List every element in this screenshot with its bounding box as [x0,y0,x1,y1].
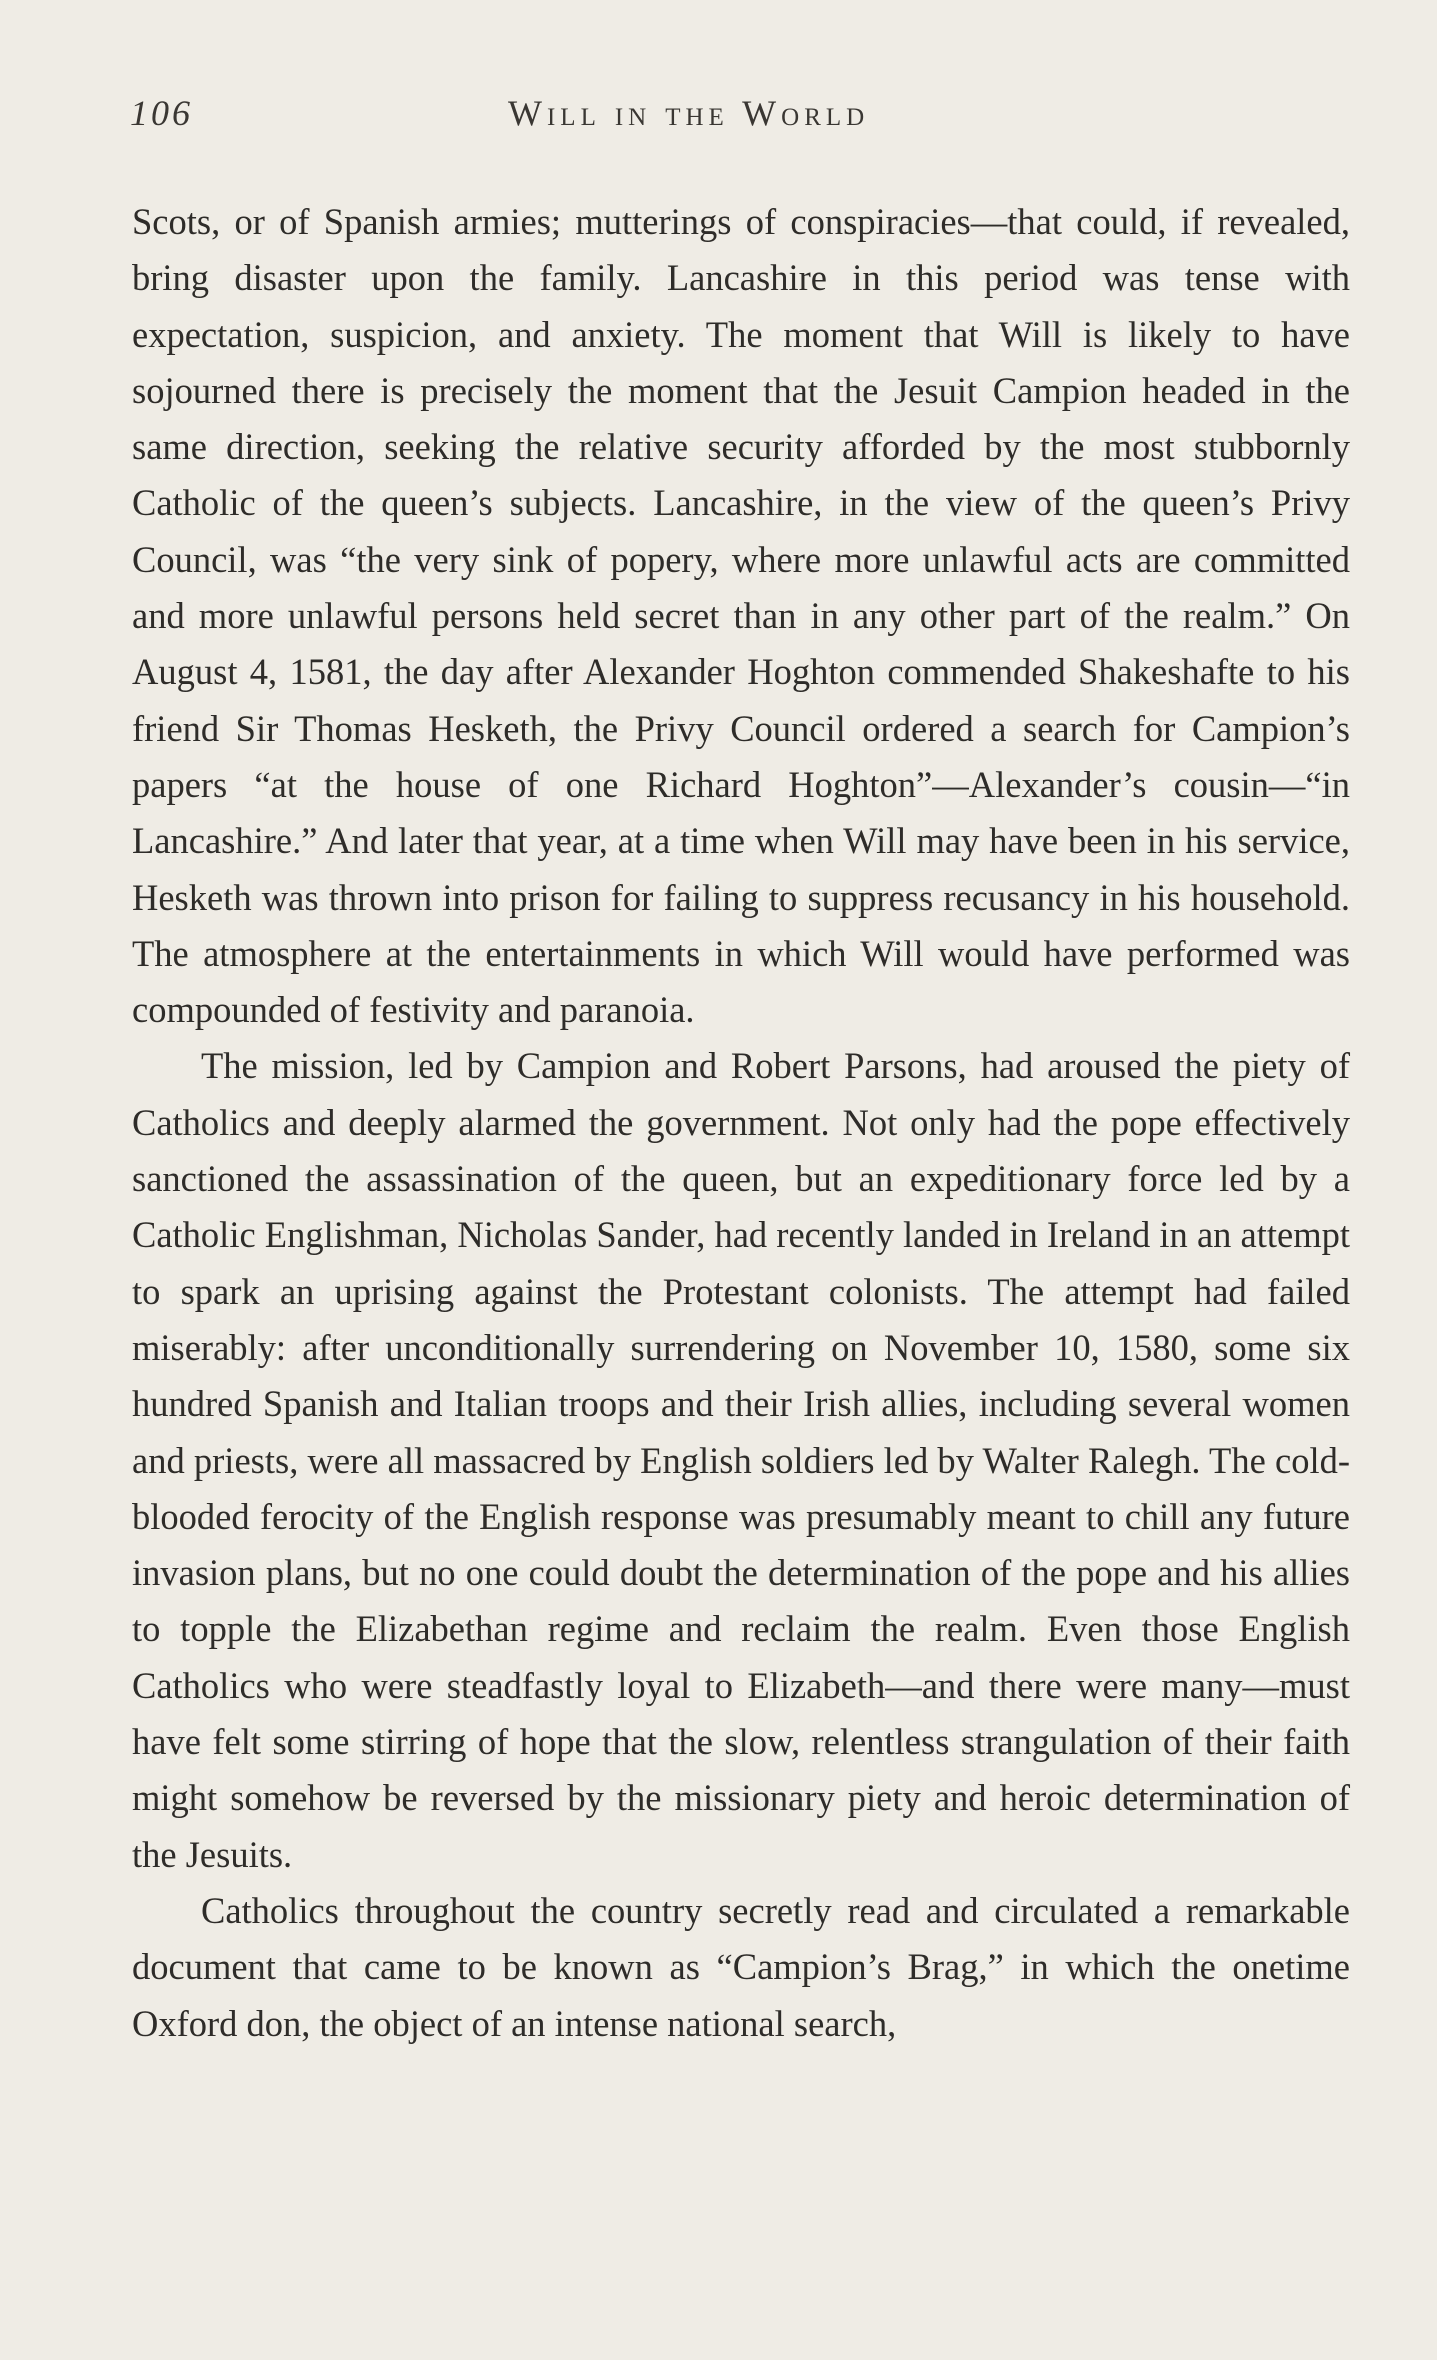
body-text [132,194,1350,2052]
page-number: 106 [130,93,193,133]
paragraph-1: Scots, or of Spanish armies; mutterings of conspiracies—that could, if revealed, bring disaster upon the family. Lancashire in this period was tense with expectation, suspicion, and anxiety. The moment that Will is likely to have sojourned there is precisely the moment that the Jesuit Campion headed in the same direction, seeking the relative security afforded by the most stubbornly Catholic of the queen’s subjects. Lancashire, in the view of the queen’s Privy Council, was “the very sink of popery, where more unlawful acts are committed and more unlawful persons held secret than in any other part of the realm.” On August 4, 1581, the day after Alexander Hoghton commended Shakeshafte to his friend Sir Thomas Hesketh, the Privy Council ordered a search for Campion’s papers “at the house of one Richard Hoghton”—Alexander’s cousin—“in Lancashire.” And later that year, at a time when Will may have been in his service, Hesketh was thrown into prison for failing to suppress recusancy in his household. The atmosphere at the entertainments in which Will would have performed was compounded of festivity and paranoia. [132,201,1350,1031]
paragraph-2: The mission, led by Campion and Robert Parsons, had aroused the piety of Catholics and deeply alarmed the government. Not only had the pope effectively sanctioned the assassination of the queen, but an expeditionary force led by a Catholic Englishman, Nicholas Sander, had recently landed in Ireland in an attempt to spark an uprising against the Protestant colonists. The attempt had failed miserably: after unconditionally surrendering on November 10, 1580, some six hundred Spanish and Italian troops and their Irish allies, including several women and priests, were all massacred by English soldiers led by Walter Ralegh. The cold-blooded ferocity of the English response was presumably meant to chill any future invasion plans, but no one could doubt the determination of the pope and his allies to topple the Elizabethan regime and reclaim the realm. Even those English Catholics who were steadfastly loyal to Elizabeth—and there were many—must have felt some stirring of hope that the slow, relentless strangulation of their faith might somehow be reversed by the missionary piety and heroic determination of the Jesuits. [132,1045,1350,1875]
book-title: Will in the World [508,93,870,133]
paragraph-3: Catholics throughout the country secretly read and circulated a remarkable document that came to be known as “Campion’s Brag,” in which the onetime Oxford don, the object of an intense national search, [132,1889,1350,2044]
running-head [130,92,1350,142]
